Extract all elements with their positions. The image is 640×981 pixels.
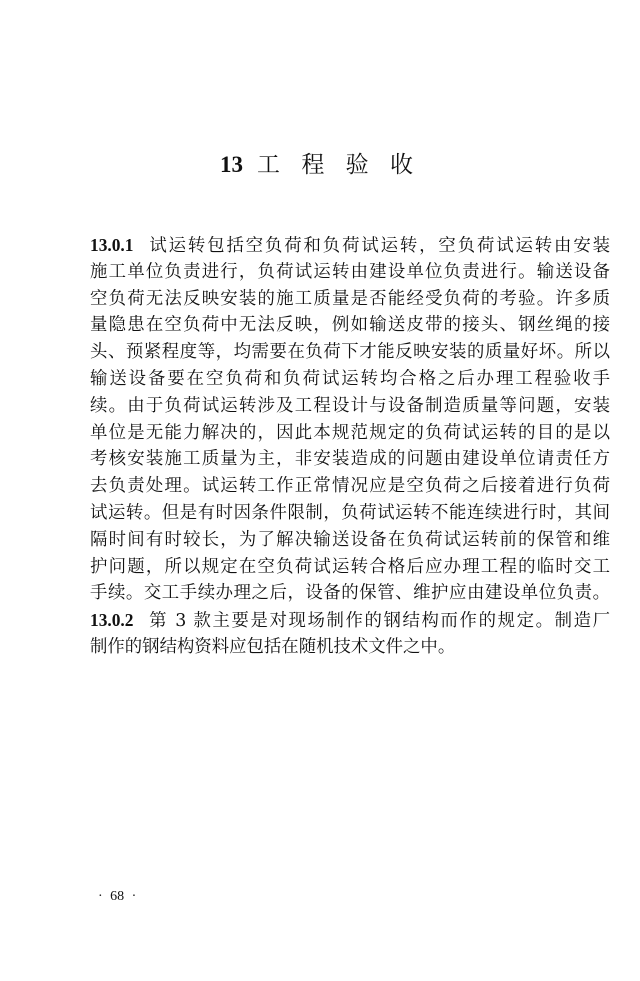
page-number: · 68 · <box>98 889 137 904</box>
paragraph-line: 空负荷无法反映安装的施工质量是否能经受负荷的考验。许多质 <box>90 288 610 309</box>
chapter-title <box>0 148 640 182</box>
paragraph-line <box>90 607 610 634</box>
paragraph-line: 手续。交工手续办理之后，设备的保管、维护应由建设单位负责。 <box>90 583 610 604</box>
paragraph-line: 续。由于负荷试运转涉及工程设计与设备制造质量等问题，安装 <box>90 395 610 416</box>
paragraph-line: 隔时间有时较长，为了解决输送设备在负荷试运转前的保管和维 <box>90 529 610 550</box>
line-text: 第 3 款主要是对现场制作的钢结构而作的规定。制造厂 <box>147 611 610 632</box>
paragraph-line: 护问题，所以规定在空负荷试运转合格后应办理工程的临时交工 <box>90 556 610 577</box>
chapter-heading: 工 程 验 收 <box>257 152 420 178</box>
paragraph-line: 去负责处理。试运转工作正常情况应是空负荷之后接着进行负荷 <box>90 476 610 497</box>
paragraph-line: 量隐患在空负荷中无法反映，例如输送皮带的接头、钢丝绳的接 <box>90 315 610 336</box>
paragraph-line: 考核安装施工质量为主，非安装造成的问题由建设单位请责任方 <box>90 449 610 470</box>
chapter-number: 13 <box>220 152 244 177</box>
paragraph-line: 单位是无能力解决的，因此本规范规定的负荷试运转的目的是以 <box>90 422 610 443</box>
paragraph-line: 输送设备要在空负荷和负荷试运转均合格之后办理工程验收手 <box>90 368 610 389</box>
line-text: 试运转包括空负荷和负荷试运转，空负荷试运转由安装 <box>147 236 610 256</box>
paragraph-line: 制作的钢结构资料应包括在随机技术文件之中。 <box>90 636 456 657</box>
clause-number: 13.0.2 <box>90 610 134 631</box>
paragraph-line: 试运转。但是有时因条件限制，负荷试运转不能连续进行时，其间 <box>90 502 610 523</box>
body-text <box>90 232 610 661</box>
clause-number: 13.0.1 <box>90 235 134 255</box>
paragraph-line <box>90 232 610 259</box>
paragraph-line: 头、预紧程度等，均需要在负荷下才能反映安装的质量好坏。所以 <box>90 342 610 363</box>
paragraph-line: 施工单位负责进行，负荷试运转由建设单位负责进行。输送设备 <box>90 261 610 282</box>
